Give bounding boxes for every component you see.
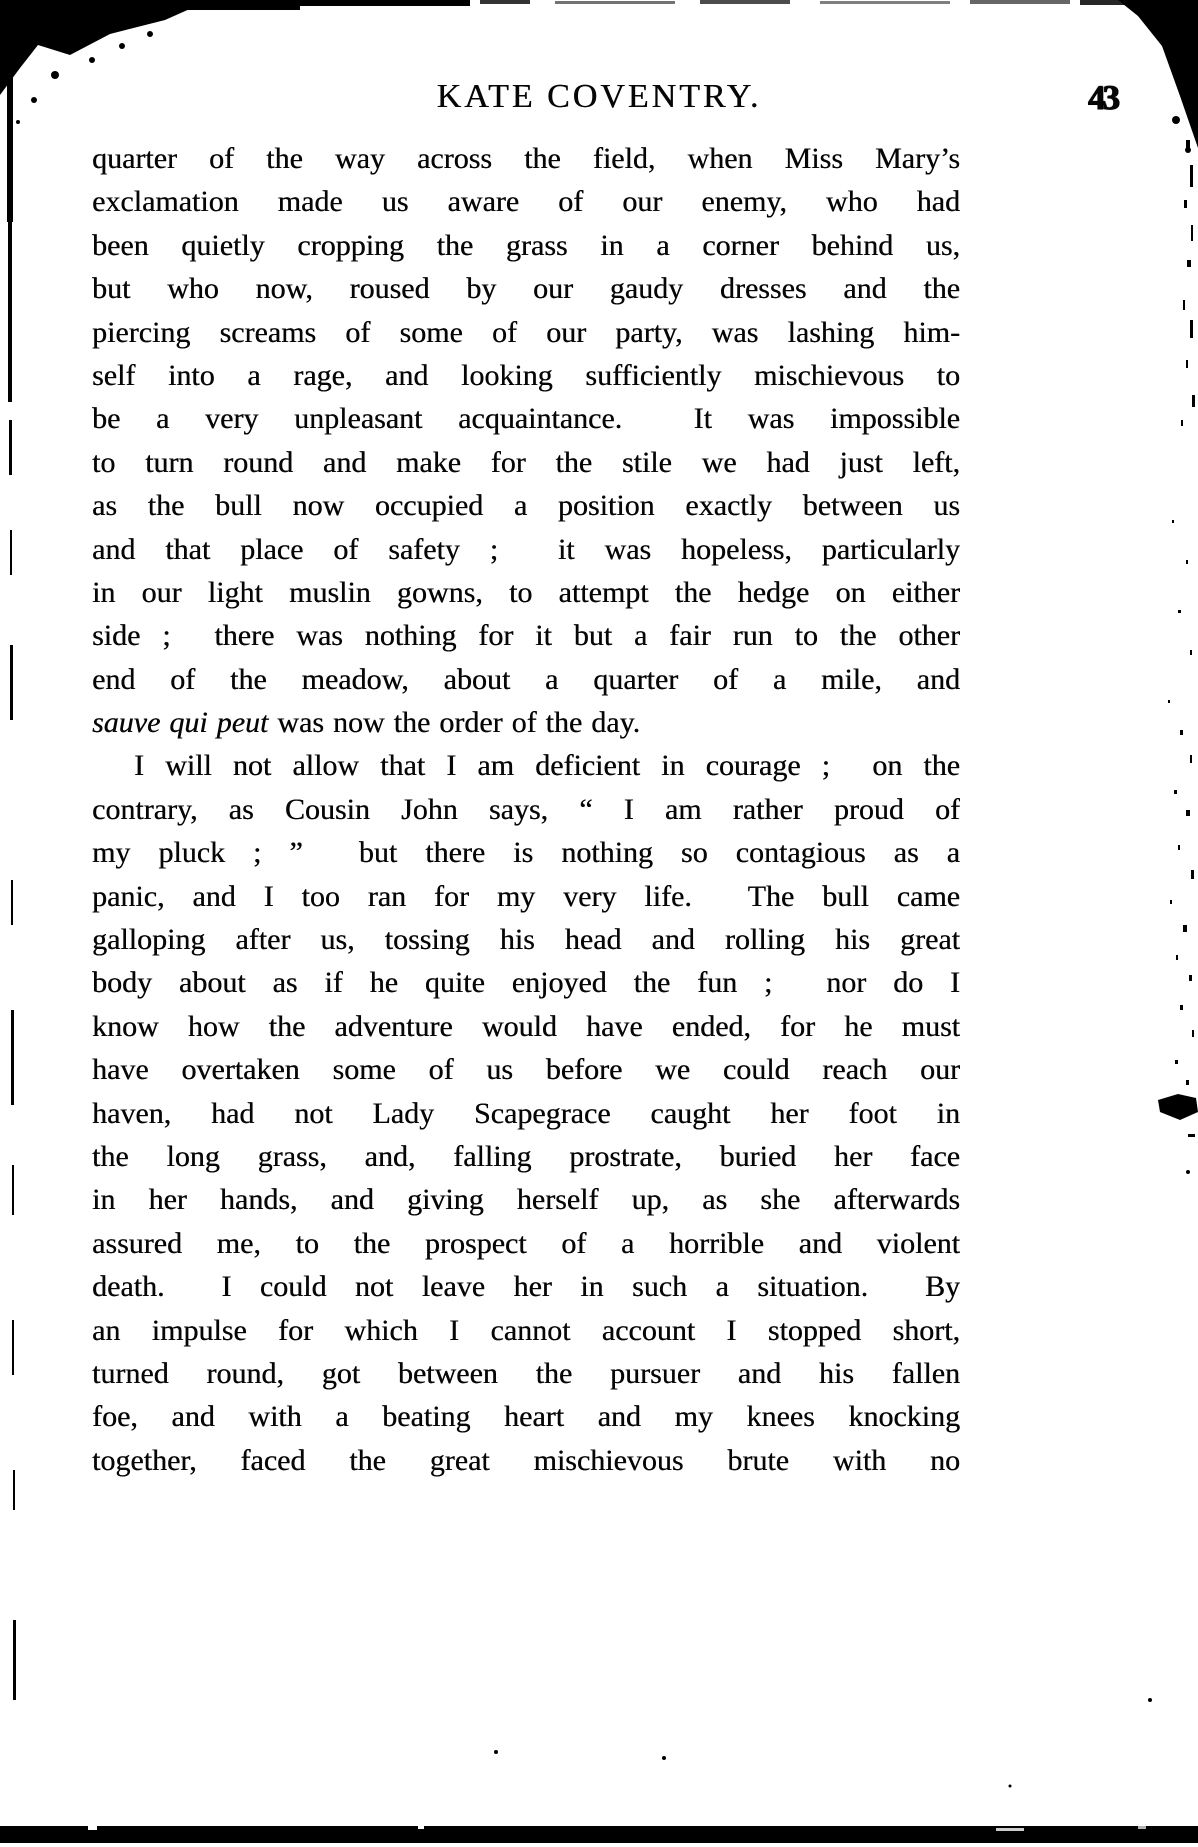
italic-phrase: sauve qui peut (92, 706, 269, 740)
body-line: in our light muslin gowns, to attempt the hedge on either (92, 575, 960, 609)
body-line: haven, had not Lady Scapegrace caught her foot in (92, 1096, 960, 1130)
body-line: death. I could not leave her in such a situation. By (92, 1270, 960, 1304)
line-rest: was now the order of the day. (268, 706, 641, 740)
scan-artifact-top-right-corner (1118, 0, 1198, 153)
body-line: but who now, roused by our gaudy dresses and the (92, 272, 960, 306)
body-line: I will not allow that I am deficient in courage ; on the (134, 749, 960, 783)
page-number: 43 (1088, 78, 1117, 117)
page-body (92, 137, 960, 1482)
body-line: self into a rage, and looking sufficiently mischievous to (92, 358, 960, 392)
body-line: quarter of the way across the field, when Miss Mary’s (92, 142, 960, 175)
body-line: an impulse for which I cannot account I stopped short, (92, 1313, 960, 1347)
body-line: in her hands, and giving herself up, as she afterwards (92, 1183, 960, 1217)
body-line: know how the adventure would have ended, for he must (92, 1009, 960, 1043)
paragraph-1 (92, 137, 960, 701)
scan-artifact-left-margin-line (6, 0, 16, 1700)
body-line: side ; there was nothing for it but a fair run to the other (92, 619, 960, 653)
page-title: KATE COVENTRY. (436, 78, 762, 115)
body-line: contrary, as Cousin John says, “ I am rather proud of (92, 792, 960, 826)
paragraph-2 (92, 744, 960, 1482)
body-line: and that place of safety ; it was hopeless, particularly (92, 532, 960, 566)
scan-artifact-right-margin-speckles (1168, 140, 1195, 1085)
scan-artifact-top-edge (0, 0, 1125, 10)
body-line: as the bull now occupied a position exactly between us (92, 489, 960, 523)
scan-artifact-right-margin-blot (1158, 1094, 1198, 1137)
body-line: assured me, to the prospect of a horrible and violent (92, 1226, 960, 1260)
body-line: my pluck ; ” but there is nothing so contagious as a (92, 836, 960, 870)
body-line: end of the meadow, about a quarter of a mile, and (92, 662, 960, 696)
scan-artifact-bottom-bar (0, 1826, 1198, 1843)
body-line (92, 701, 960, 744)
body-line: together, faced the great mischievous brute with no (92, 1443, 960, 1477)
body-line: piercing screams of some of our party, was lashing him- (92, 315, 960, 349)
page-header (0, 78, 1198, 128)
body-line: been quietly cropping the grass in a corner behind us, (92, 228, 960, 262)
body-line: body about as if he quite enjoyed the fun ; nor do I (92, 966, 960, 1000)
body-line: to turn round and make for the stile we had just left, (92, 445, 960, 479)
body-line: panic, and I too ran for my very life. The bull came (92, 879, 960, 913)
body-line: galloping after us, tossing his head and rolling his great (92, 923, 960, 957)
body-line: foe, and with a beating heart and my knees knocking (92, 1400, 960, 1434)
body-line: the long grass, and, falling prostrate, buried her face (92, 1139, 960, 1173)
body-line: turned round, got between the pursuer and his fallen (92, 1356, 960, 1390)
body-line: have overtaken some of us before we could reach our (92, 1053, 960, 1087)
body-line: exclamation made us aware of our enemy, who had (92, 185, 960, 219)
body-line: be a very unpleasant acquaintance. It was impossible (92, 402, 960, 436)
